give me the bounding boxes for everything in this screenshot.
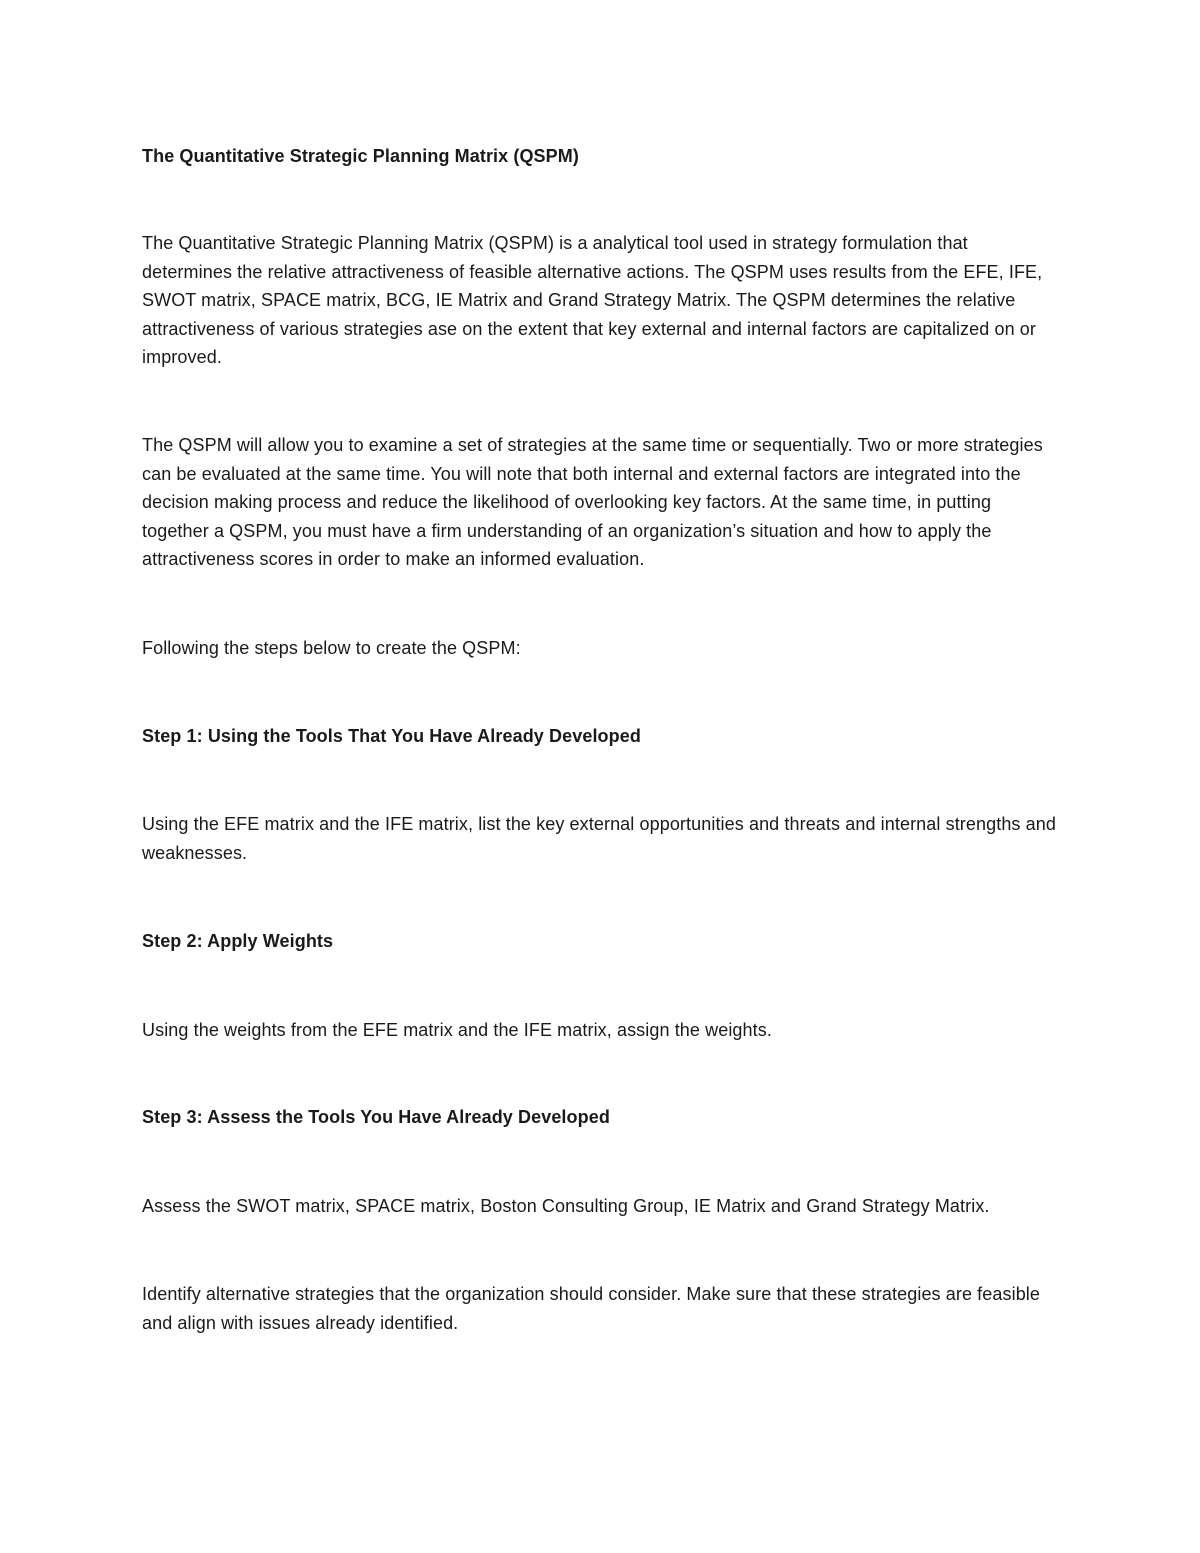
step3-body2: Identify alternative strategies that the organization should consider. Make sure that these strategies are feasible and align with issues already identified. xyxy=(142,1284,1041,1333)
step3-heading: Step 3: Assess the Tools You Have Already Developed xyxy=(142,1107,610,1127)
second-paragraph: The QSPM will allow you to examine a set of strategies at the same time or sequentially. Two or more strategies can be evaluated at the same time. You will note that both internal and external factors are integrated into the decision making process and reduce the likelihood of overlooking key factors. At the same time, in putting together a QSPM, you must have a firm understanding of an organization’s situation and how to apply the attractiveness scores in order to make an informed evaluation. xyxy=(142,435,1043,570)
step2-body: Using the weights from the EFE matrix and the IFE matrix, assign the weights. xyxy=(142,1020,772,1040)
step2-heading: Step 2: Apply Weights xyxy=(142,931,334,951)
steps-intro: Following the steps below to create the QSPM: xyxy=(142,638,521,658)
step1-heading: Step 1: Using the Tools That You Have Already Developed xyxy=(142,726,641,746)
intro-paragraph: The Quantitative Strategic Planning Matrix (QSPM) is a analytical tool used in strategy formulation that determines the relative attractiveness of feasible alternative actions. The QSPM uses results from the EFE, IFE, SWOT matrix, SPACE matrix, BCG, IE Matrix and Grand Strategy Matrix. The QSPM determines the relative attractiveness of various strategies ase on the extent that key external and internal factors are capitalized on or improved. xyxy=(142,233,1043,368)
step1-body: Using the EFE matrix and the IFE matrix, list the key external opportunities and threats and internal strengths and weaknesses. xyxy=(142,814,1056,863)
document-title: The Quantitative Strategic Planning Matrix (QSPM) xyxy=(142,146,579,166)
step3-body: Assess the SWOT matrix, SPACE matrix, Boston Consulting Group, IE Matrix and Grand Strategy Matrix. xyxy=(142,1196,990,1216)
